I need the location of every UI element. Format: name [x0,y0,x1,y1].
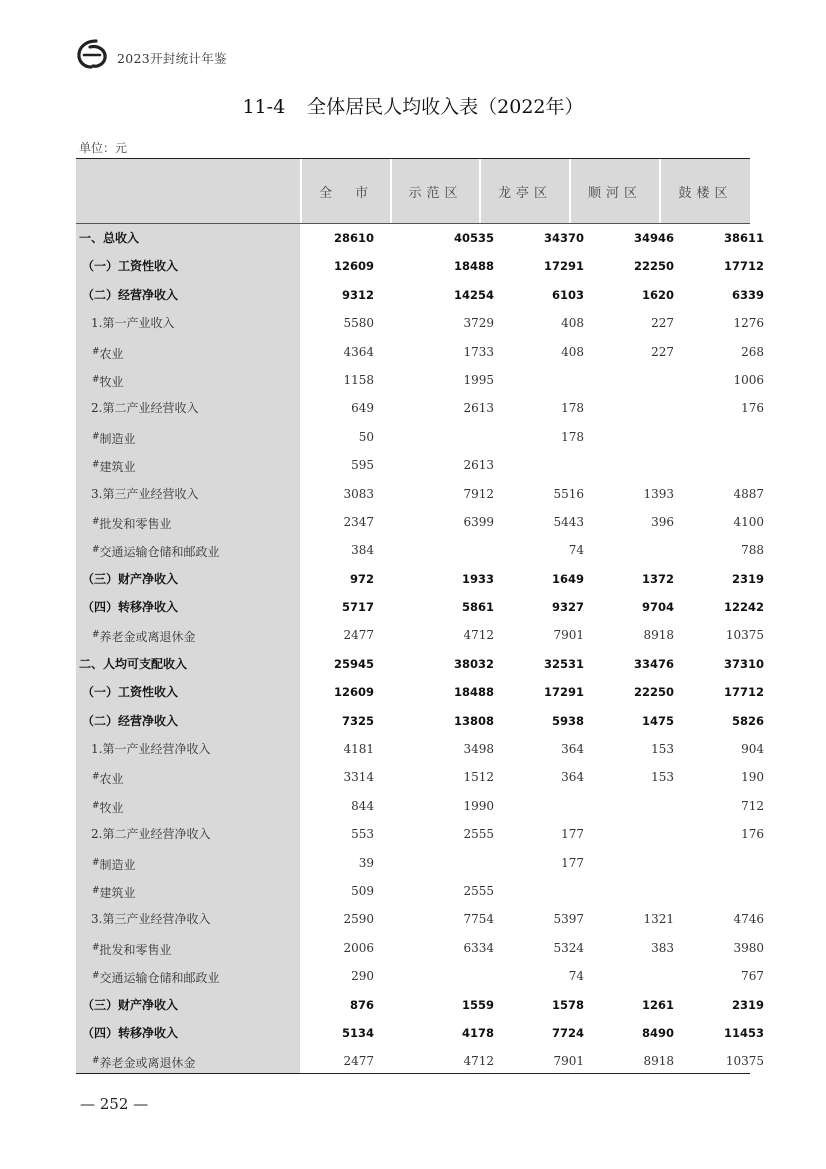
row-value: 1372 [641,571,674,586]
row-label [92,536,220,564]
row-label-text: 交通运输仓储和邮政业 [99,971,220,986]
table-row [76,366,764,394]
row-value: 7901 [553,628,584,643]
row-value: 4712 [463,1054,494,1069]
row-value: 74 [568,969,584,984]
row-value: 1261 [641,997,674,1012]
row-value: 5443 [553,514,584,529]
row-value [424,962,494,990]
of-which-mark: # [92,1056,100,1067]
row-value: 5516 [553,486,584,501]
row-label [92,451,136,479]
row-label-text: （四）转移净收入 [82,1025,179,1040]
yearbook-logo-icon [76,38,110,70]
row-value: 2347 [343,514,374,529]
row-value: 9327 [551,600,584,615]
row-value: 25945 [333,656,374,671]
row-value [604,536,674,564]
row-value [604,849,674,877]
row-value: 153 [651,742,674,757]
row-value: 190 [741,770,764,785]
row-label-text: （一）工资性收入 [82,259,179,274]
row-value: 4178 [461,1025,494,1040]
row-label [82,252,178,280]
row-value: 5580 [343,316,374,331]
row-label [79,224,139,252]
column-header-gulouqu: 鼓楼区 [661,159,750,223]
row-value [514,877,584,905]
of-which-mark: # [92,431,100,442]
row-value: 1393 [643,486,674,501]
row-value: 34946 [633,231,674,245]
row-value: 22250 [633,685,674,700]
row-value: 1620 [641,287,674,302]
row-value [604,366,674,394]
row-label [82,281,178,309]
row-value [694,423,764,451]
row-value: 4712 [463,628,494,643]
of-which-mark: # [92,800,100,811]
row-value: 13808 [453,713,494,728]
row-value: 1649 [551,571,584,586]
row-value: 1933 [461,571,494,586]
row-value: 7901 [553,1054,584,1069]
row-value: 8490 [641,1025,674,1040]
row-value: 2319 [731,571,764,586]
row-label [92,1047,196,1075]
of-which-mark: # [92,346,100,357]
table-row [76,1019,764,1047]
row-value: 28610 [333,231,374,245]
table-row [76,480,764,508]
row-label-text: 批发和零售业 [99,516,172,531]
row-value [424,423,494,451]
row-value [604,792,674,820]
row-value: 6334 [463,940,494,955]
table-row [76,678,764,706]
row-value [424,849,494,877]
row-value: 3083 [343,486,374,501]
table-row [76,508,764,536]
row-value: 1990 [463,798,494,813]
row-label [82,1019,178,1047]
row-label-text: 二、人均可支配收入 [79,656,188,671]
row-value: 8918 [643,628,674,643]
row-value: 5717 [341,600,374,615]
row-label [92,508,172,536]
row-label-text: 养老金或离退休金 [99,1056,196,1071]
row-value: 649 [351,401,374,416]
row-label-text: 一、总收入 [79,231,140,245]
table-row [76,224,764,252]
row-label [92,366,124,394]
row-value: 1995 [463,372,494,387]
row-label [92,849,136,877]
row-label [91,394,198,422]
row-value: 876 [349,997,374,1012]
row-value: 227 [651,344,674,359]
row-value: 34370 [543,231,584,245]
table-row [76,621,764,649]
row-value: 844 [351,798,374,813]
table-row [76,650,764,678]
row-value: 14254 [453,287,494,302]
row-value: 767 [741,969,764,984]
row-value: 38611 [723,231,764,245]
row-value: 3314 [343,770,374,785]
row-value: 37310 [723,656,764,671]
row-value: 4100 [733,514,764,529]
row-label [92,934,172,962]
row-label-text: 农业 [99,346,124,361]
row-value: 10375 [725,1054,764,1069]
row-value: 408 [561,316,584,331]
row-value: 18488 [453,685,494,700]
row-value: 33476 [633,656,674,671]
row-label-text: 1.第一产业经营净收入 [91,742,211,757]
row-value: 396 [651,514,674,529]
row-value: 39 [358,855,374,870]
row-label-text: 制造业 [99,857,136,872]
row-value [514,366,584,394]
row-label [92,621,196,649]
row-value: 10375 [725,628,764,643]
row-label-text: 建筑业 [99,460,136,475]
row-value: 2477 [343,628,374,643]
unit-label: 单位：元 [79,141,128,155]
row-label-text: 建筑业 [99,885,136,900]
table-row [76,423,750,451]
table-row [76,905,764,933]
table-row [76,593,764,621]
table-row [76,763,764,791]
row-label [91,480,198,508]
row-value [604,820,674,848]
table-row [76,707,764,735]
column-header-shunhequ: 顺河区 [571,159,659,223]
of-which-mark: # [92,885,100,896]
column-header-shifanqu: 示范区 [392,159,479,223]
row-value: 2319 [731,997,764,1012]
row-label-text: 批发和零售业 [99,942,172,957]
row-label-text: 牧业 [99,800,124,815]
row-value: 2555 [463,883,494,898]
row-label-text: （二）经营净收入 [82,287,179,302]
row-value: 2590 [343,912,374,927]
of-which-mark: # [92,374,100,385]
row-value: 12609 [333,685,374,700]
row-label [82,593,178,621]
yearbook-header: 2023开封统计年鉴 [117,51,227,66]
table-row [76,962,764,990]
row-value: 6103 [551,287,584,302]
row-value: 38032 [453,656,494,671]
row-value: 972 [349,571,374,586]
row-label [82,678,178,706]
row-label-text: （三）财产净收入 [82,571,179,586]
row-value: 1158 [343,372,374,387]
table-row [76,252,764,280]
row-value: 40535 [453,231,494,245]
row-label-text: 农业 [99,772,124,787]
table-bottom-rule [76,1073,750,1074]
row-label [92,338,124,366]
row-label [82,565,178,593]
of-which-mark: # [92,460,100,471]
row-value: 11453 [723,1025,764,1040]
row-value [694,451,764,479]
row-value: 5861 [461,600,494,615]
row-label [92,763,124,791]
row-value: 2613 [463,401,494,416]
of-which-mark: # [92,630,100,641]
row-value: 6339 [731,287,764,302]
row-value: 7754 [463,912,494,927]
of-which-mark: # [92,545,100,556]
table-row [76,792,764,820]
row-value: 4364 [343,344,374,359]
row-value: 32531 [543,656,584,671]
row-value: 712 [741,798,764,813]
table-row [76,451,750,479]
table-number: 11-4 [242,96,286,118]
row-value: 2006 [343,940,374,955]
row-value: 177 [561,827,584,842]
table-row [76,849,750,877]
row-label-text: （二）经营净收入 [82,713,179,728]
row-value: 2477 [343,1054,374,1069]
row-label-text: 制造业 [99,431,136,446]
row-value: 5134 [341,1025,374,1040]
table-row [76,735,764,763]
row-value [514,792,584,820]
row-value: 18488 [453,259,494,274]
row-value: 1733 [463,344,494,359]
table-row [76,394,764,422]
page-title [0,92,826,119]
row-value [604,877,674,905]
row-value: 1559 [461,997,494,1012]
row-value: 9704 [641,600,674,615]
row-value: 1578 [551,997,584,1012]
row-label-text: 2.第二产业经营净收入 [91,827,211,842]
row-value: 1006 [733,372,764,387]
row-value: 364 [561,770,584,785]
row-label [92,792,124,820]
row-value: 1276 [733,316,764,331]
row-value [604,394,674,422]
row-label [92,962,220,990]
row-label-text: （三）财产净收入 [82,997,179,1012]
row-value: 553 [351,827,374,842]
table-row [76,934,764,962]
row-value: 176 [741,401,764,416]
of-which-mark: # [92,942,100,953]
row-value: 408 [561,344,584,359]
row-value: 595 [351,458,374,473]
row-label [79,650,187,678]
page-number: — 252 — [80,1095,149,1113]
row-value: 2613 [463,458,494,473]
column-header-longtingqu: 龙亭区 [481,159,569,223]
row-label [91,820,210,848]
row-value: 2555 [463,827,494,842]
row-value: 6399 [463,514,494,529]
row-value: 12609 [333,259,374,274]
row-value: 50 [358,429,374,444]
row-value: 7912 [463,486,494,501]
row-label [82,991,178,1019]
row-value: 176 [741,827,764,842]
row-label [91,905,210,933]
row-value: 1512 [463,770,494,785]
row-value: 7325 [341,713,374,728]
of-which-mark: # [92,772,100,783]
row-label [91,735,210,763]
row-label [92,423,136,451]
row-value: 74 [568,543,584,558]
row-label-text: 3.第三产业经营净收入 [91,912,211,927]
row-value: 12242 [723,600,764,615]
of-which-mark: # [92,857,100,868]
row-value: 178 [561,429,584,444]
row-value: 153 [651,770,674,785]
row-value: 5826 [731,713,764,728]
row-value: 3498 [463,742,494,757]
row-value: 22250 [633,259,674,274]
row-value [604,962,674,990]
row-value: 4181 [343,742,374,757]
row-value: 17291 [543,685,584,700]
of-which-mark: # [92,971,100,982]
column-header-quanshi: 全 市 [302,159,390,223]
table-row [76,877,750,905]
row-value: 17712 [723,685,764,700]
row-label [92,877,136,905]
row-value: 5324 [553,940,584,955]
row-value: 364 [561,742,584,757]
row-value: 1475 [641,713,674,728]
row-label [91,309,174,337]
row-label-text: 2.第二产业经营收入 [91,401,199,416]
row-value: 8918 [643,1054,674,1069]
row-label-text: 1.第一产业收入 [91,316,175,331]
row-value: 227 [651,316,674,331]
row-value: 3980 [733,940,764,955]
row-value [514,451,584,479]
row-value: 9312 [341,287,374,302]
table-row [76,281,764,309]
of-which-mark: # [92,516,100,527]
row-value: 3729 [463,316,494,331]
row-value [604,423,674,451]
row-label-text: 牧业 [99,374,124,389]
row-value: 1321 [643,912,674,927]
row-value [694,849,764,877]
table-body [76,224,764,1076]
row-label-text: 交通运输仓储和邮政业 [99,545,220,560]
table-row [76,820,764,848]
row-value: 17712 [723,259,764,274]
row-value: 788 [741,543,764,558]
row-label-text: 3.第三产业经营收入 [91,486,199,501]
table-row [76,1047,764,1075]
row-value [424,536,494,564]
row-label [82,707,178,735]
row-value: 5397 [553,912,584,927]
row-value: 7724 [551,1025,584,1040]
table-title: 全体居民人均收入表（2022年） [307,96,584,118]
row-value: 4887 [733,486,764,501]
row-value: 177 [561,855,584,870]
row-value: 290 [351,969,374,984]
row-value: 5938 [551,713,584,728]
row-value: 384 [351,543,374,558]
row-value: 17291 [543,259,584,274]
row-value [604,451,674,479]
table-row [76,991,764,1019]
row-label-text: （一）工资性收入 [82,685,179,700]
table-row [76,338,764,366]
row-label-text: 养老金或离退休金 [99,630,196,645]
table-row [76,565,764,593]
row-label-text: （四）转移净收入 [82,600,179,615]
row-value: 268 [741,344,764,359]
row-value: 4746 [733,912,764,927]
row-value [694,877,764,905]
row-value: 383 [651,940,674,955]
row-value: 178 [561,401,584,416]
row-value: 904 [741,742,764,757]
table-row [76,309,764,337]
row-value: 509 [351,883,374,898]
table-row [76,536,764,564]
